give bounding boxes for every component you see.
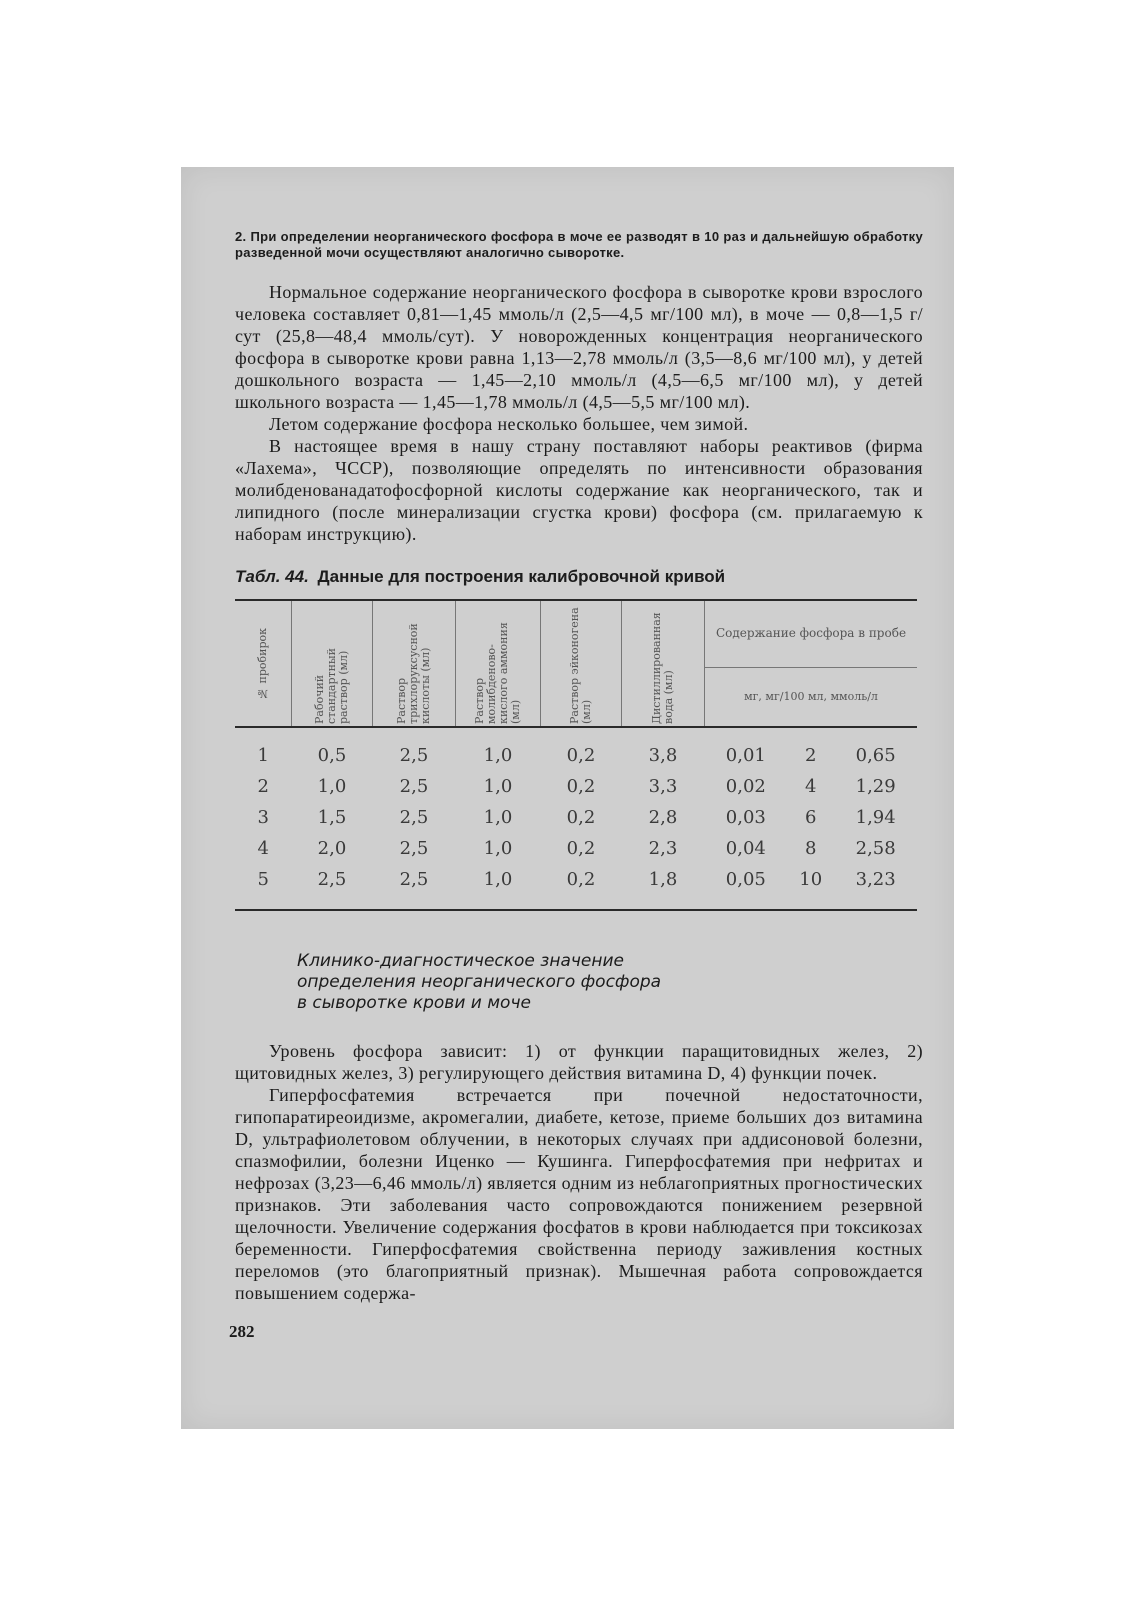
table-caption	[235, 567, 923, 587]
table-row: 4 2,0 2,5 1,0 0,2 2,3 0,04 8 2,58	[257, 838, 896, 859]
section-subheading: Клинико-диагностическое значение определения неорганического фосфора в сыворотке крови и моче	[297, 951, 662, 1013]
page-number: 282	[229, 1322, 255, 1341]
page-content	[229, 229, 924, 1342]
col-header-eikonogen-solution: Раствор эйконогена (мл)	[541, 600, 622, 727]
footnote: 2. При определении неорганического фосфора в моче ее разводят в 10 раз и дальнейшую обработку разведенной мочи осуществляют аналогично сыворотке.	[235, 229, 923, 260]
table-row: 5 2,5 2,5 1,0 0,2 1,8 0,05 10 3,23	[257, 869, 896, 890]
table-row: 3 1,5 2,5 1,0 0,2 2,8 0,03 6 1,94	[257, 807, 896, 828]
table-label: Табл. 44.	[235, 567, 309, 586]
paragraph-normal-values: Нормальное содержание неорганического фосфора в сыворотке крови взрослого человека составляет 0,81—1,45 ммоль/л (2,5—4,5 мг/100 мл), в моче — 0,8—1,5 г/сут (25,8—48,4 ммоль/сут). У новорожденных концентрация неорганического фосфора в сыворотке крови равна 1,13—2,78 ммоль/л (3,5—8,6 мг/100 мл), у детей дошкольного возраста — 1,45—2,10 ммоль/л (4,5—6,5 мг/100 мл), у детей школьного возраста — 1,45—1,78 ммоль/л (4,5—5,5 мг/100 мл).	[235, 282, 923, 412]
table-row: 2 1,0 2,5 1,0 0,2 3,3 0,02 4 1,29	[257, 776, 896, 797]
col-header-tube-number: № пробирок	[235, 600, 292, 727]
scanned-page	[181, 167, 954, 1429]
col-header-tca-solution: Раствор трихлоруксусной кислоты (мл)	[373, 600, 456, 727]
col-header-distilled-water: Дистиллированная вода (мл)	[622, 600, 705, 727]
col-group-phosphorus-content: Содержание фосфора в пробе	[705, 600, 918, 667]
paragraph-phosphorus-factors: Уровень фосфора зависит: 1) от функции паращитовидных желез, 2) щитовидных желез, 3) регулирующего действия витамина D, 4) функции почек.	[235, 1041, 923, 1083]
paragraph-seasonal: Летом содержание фосфора несколько большее, чем зимой.	[269, 414, 749, 434]
col-subheader-units: мг, мг/100 мл, ммоль/л	[705, 667, 918, 727]
table-title: Данные для построения калибровочной кривой	[317, 567, 726, 586]
paragraph-hyperphosphatemia: Гиперфосфатемия встречается при почечной недостаточности, гипопаратиреоидизме, акромегалии, диабете, кетозе, приеме больших доз витамина D, ультрафиолетовом облучении, в некоторых случаях при аддисоновой болезни, спазмофилии, болезни Иценко — Кушинга. Гиперфосфатемия при нефритах и нефрозах (3,23—6,46 ммоль/л) является одним из неблагоприятных прогностических признаков. Эти заболевания часто сопровождаются понижением резервной щелочности. Увеличение содержания фосфатов в крови наблюдается при токсикозах беременности. Гиперфосфатемия свойственна периоду заживления костных переломов (это благоприятный признак). Мышечная работа сопровождается повышением содержа-	[235, 1085, 924, 1303]
table-row: 1 0,5 2,5 1,0 0,2 3,8 0,01 2 0,65	[257, 745, 896, 766]
col-header-standard-solution: Рабочий стандартный раствор (мл)	[292, 600, 373, 727]
col-header-molybdate-solution: Раствор молибденово-кислого аммония (мл)	[456, 600, 541, 727]
calibration-table	[235, 599, 917, 911]
paragraph-reagent-kits: В настоящее время в нашу страну поставляют наборы реактивов (фирма «Лахема», ЧССР), позволяющие определять по интенсивности образования молибденованадатофосфорной кислоты содержание как неорганического, так и липидного (после минерализации сгустка крови) фосфора (см. прилагаемую к наборам инструкцию).	[235, 436, 923, 544]
